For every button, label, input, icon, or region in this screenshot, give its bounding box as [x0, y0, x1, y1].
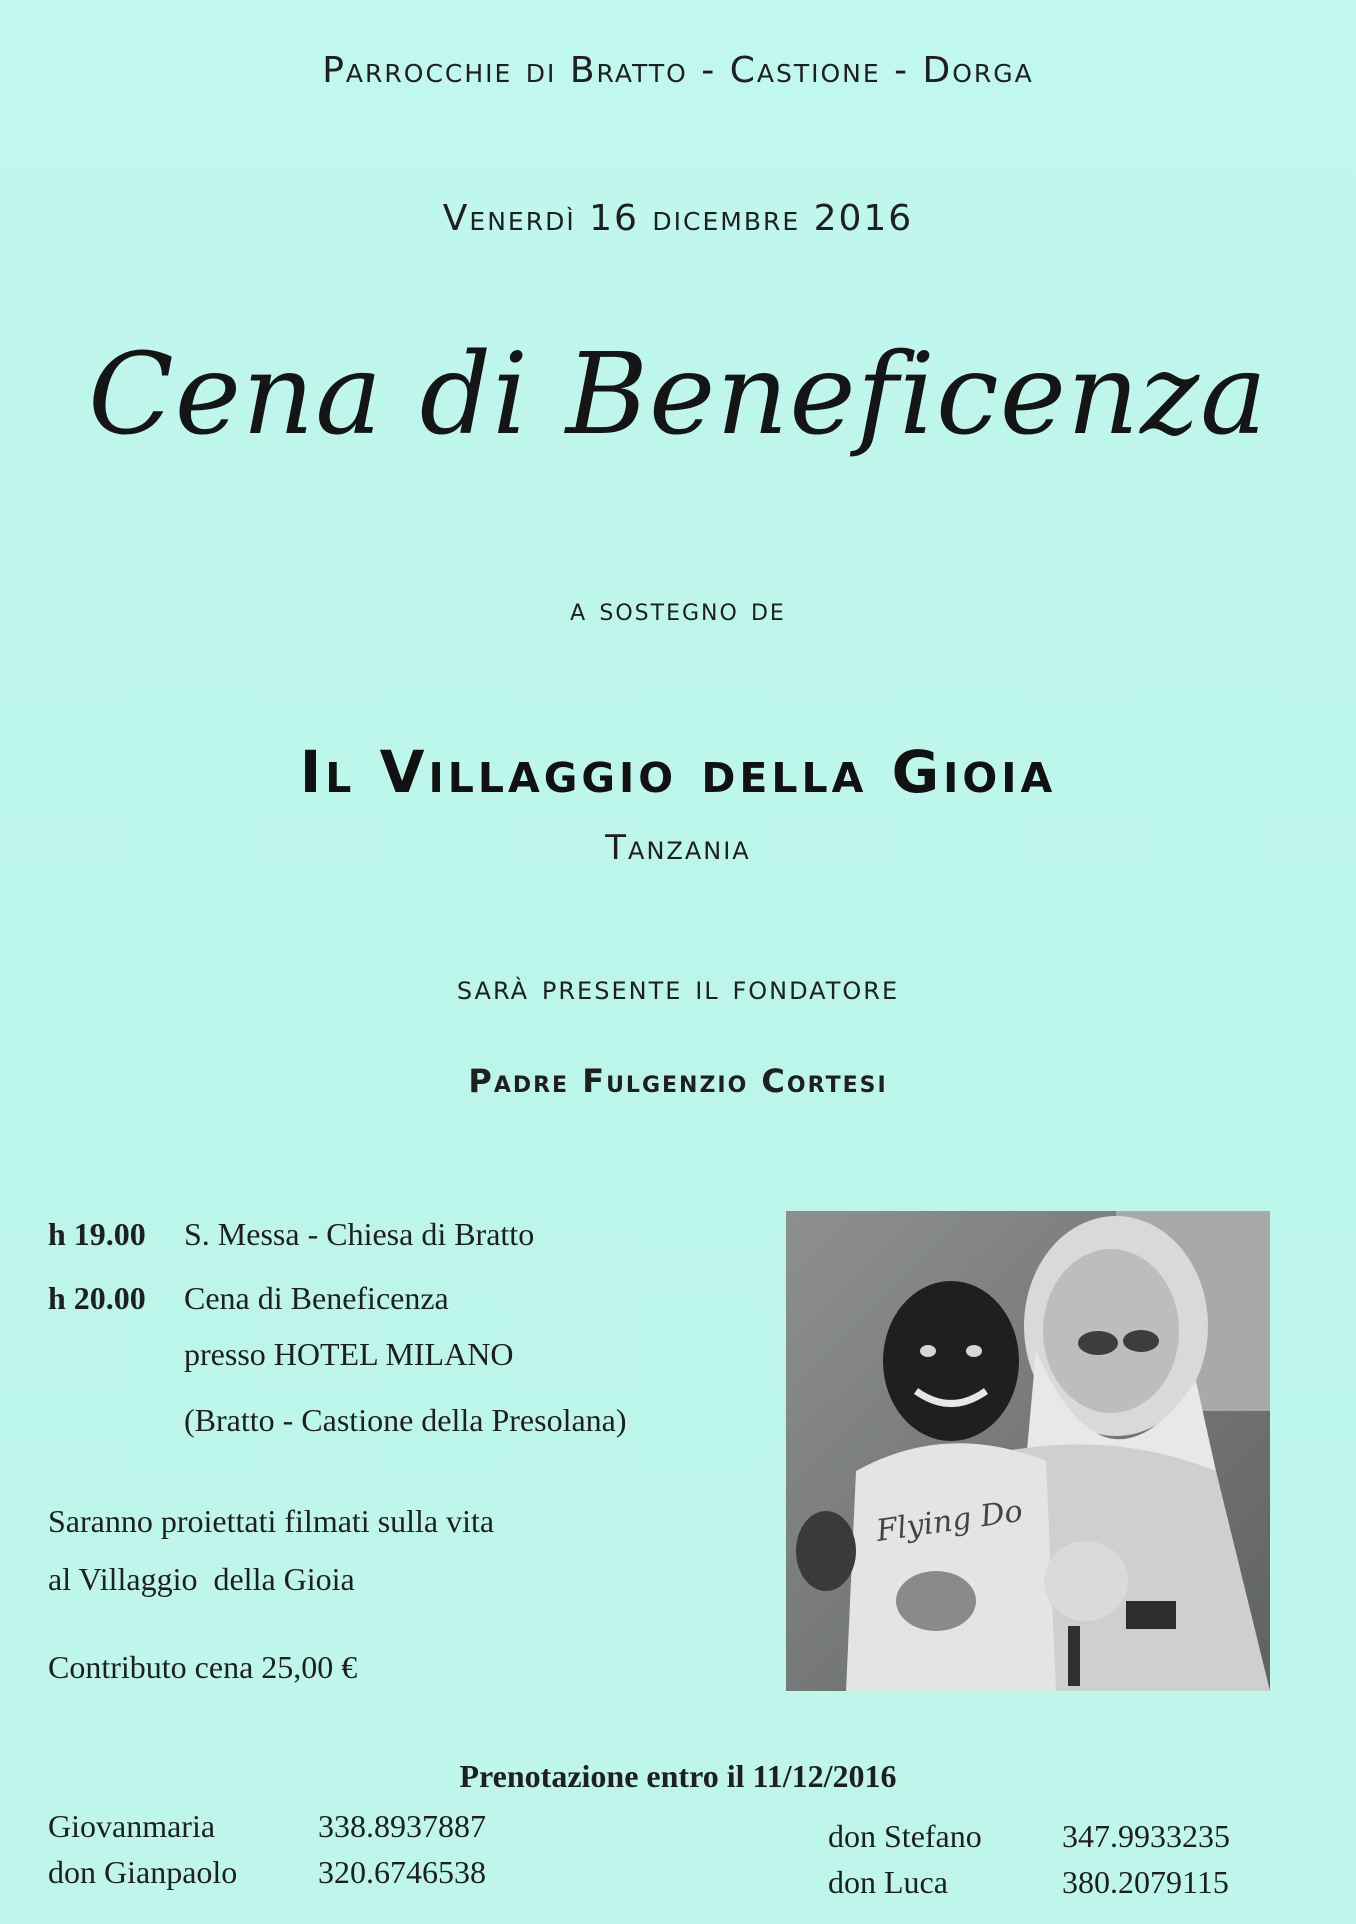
- contact-name: don Gianpaolo: [48, 1854, 238, 1890]
- schedule-text: S. Messa - Chiesa di Bratto: [184, 1216, 535, 1252]
- contact-name: don Stefano: [828, 1818, 982, 1854]
- films-note: [48, 1492, 494, 1608]
- contact-row: [828, 1864, 1229, 1901]
- event-date: Venerdì 16 dicembre 2016: [442, 198, 914, 239]
- contact-phone: 338.8937887: [318, 1808, 486, 1844]
- schedule-time: h 19.00: [48, 1216, 146, 1252]
- contact-row: [48, 1808, 486, 1845]
- dinner-fee: Contributo cena 25,00 €: [48, 1649, 358, 1685]
- photo-image: [786, 1211, 1270, 1691]
- schedule-item: [48, 1216, 534, 1253]
- contact-phone: 380.2079115: [1062, 1864, 1229, 1900]
- founder-with-child-photo: [786, 1211, 1270, 1691]
- parishes-header: Parrocchie di Bratto - Castione - Dorga: [322, 50, 1034, 91]
- schedule-venue: presso HOTEL MILANO: [184, 1336, 514, 1372]
- country: Tanzania: [605, 828, 751, 868]
- founder-name: Padre Fulgenzio Cortesi: [468, 1062, 888, 1100]
- films-line: Saranno proiettati filmati sulla vita: [48, 1503, 495, 1539]
- present-line: sarà presente il fondatore: [456, 968, 900, 1008]
- contact-phone: 347.9933235: [1062, 1818, 1230, 1854]
- booking-deadline: Prenotazione entro il 11/12/2016: [459, 1758, 897, 1794]
- schedule-time: h 20.00: [48, 1280, 146, 1316]
- contact-name: Giovanmaria: [48, 1808, 216, 1844]
- schedule-item: [48, 1280, 449, 1317]
- schedule-location: (Bratto - Castione della Presolana): [184, 1402, 627, 1438]
- support-line: a sostegno de: [570, 590, 786, 628]
- contact-phone: 320.6746538: [318, 1854, 486, 1890]
- films-line: al Villaggio della Gioia: [48, 1561, 355, 1597]
- shirt-print: Flying Do: [874, 1493, 1025, 1549]
- contact-row: [828, 1818, 1230, 1855]
- contact-row: [48, 1854, 486, 1891]
- organization-name: Il Villaggio della Gioia: [299, 738, 1057, 806]
- contact-name: don Luca: [828, 1864, 948, 1900]
- event-title: Cena di Beneficenza: [88, 330, 1268, 460]
- schedule-text: Cena di Beneficenza: [184, 1280, 449, 1316]
